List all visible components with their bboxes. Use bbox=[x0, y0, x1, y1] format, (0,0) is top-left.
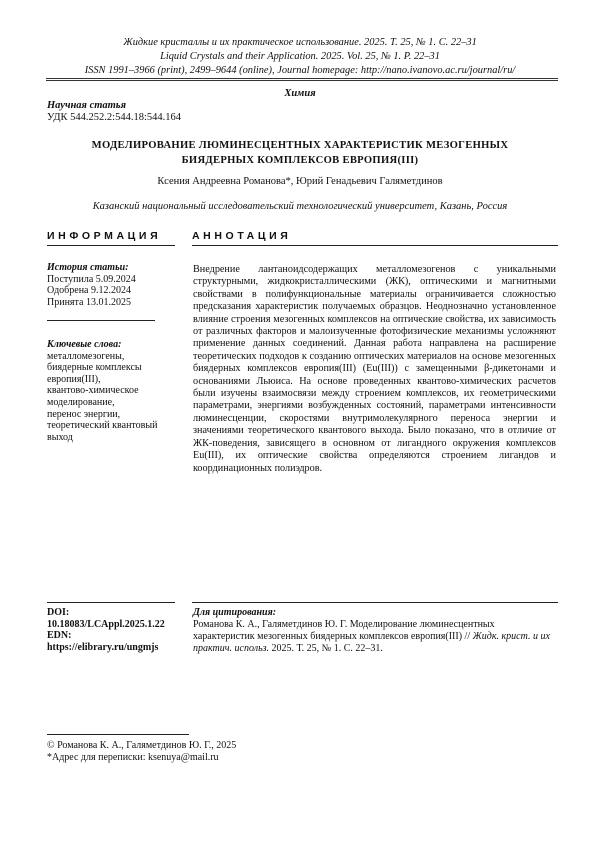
keyword-line: биядерные комплексы bbox=[47, 362, 142, 374]
copyright: © Романова К. А., Галяметдинов Ю. Г., 2025 bbox=[47, 740, 237, 751]
header-divider bbox=[46, 78, 558, 81]
keywords-label: Ключевые слова: bbox=[47, 339, 122, 350]
cite-tail: 2025. Т. 25, № 1. С. 22–31. bbox=[271, 643, 383, 654]
header-line-3: ISSN 1991–3966 (print), 2499–9644 (online), Journal homepage: http://nano.ivanovo.ac.ru/journal/ru/ bbox=[84, 65, 516, 76]
abstract-text: Внедрение лантаноидсодержащих металломезогенов с уникальными структурными, жидкокристаллическими (ЖК), оптическими и магнитными свойствами в полифункциональные материалы ограничивается сложностью предсказания характеристик получаемых образцов. Неоднозначно установленное влияние строения мезогенных комплексов на оптические свойства, их зависимость от различных факторов и малоизученные фотофизические механизмы усложняют применение данных соединений. Данная работа направлена на расширение теоретических подходов к созданию оптических материалов на основе мезогенных биядерных комплексов европия(III) (Eu(III)) с замещенными β-дикетонами и основаниями Льюиса. На основе проведенных квантово-химических расчетов были изучены взаимосвязи между строением комплексов, их геометрическими параметрами, энергиями возбужденных состояний, параметрами интенсивности люминесценции, скоростями внутримолекулярного переноса энергии и значениями теоретического квантового выхода. Было показано, что в отличие от ЖК-поведения, зависящего в основном от лигандного окружения комплексов Eu(III), их оптические свойства определяются строением лигандов и координационных полиэдров. bbox=[193, 264, 556, 474]
history-label: История статьи: bbox=[47, 262, 129, 273]
udk-code: УДК 544.252.2:544.18:544.164 bbox=[47, 112, 181, 123]
cite-journal: Жидк. крист. и их практич. использ. bbox=[193, 631, 550, 654]
doi-value[interactable]: 10.18083/LCAppl.2025.1.22 bbox=[47, 618, 165, 630]
keyword-line: выход bbox=[47, 431, 73, 443]
title-line-2: БИЯДЕРНЫХ КОМПЛЕКСОВ ЕВРОПИЯ(III) bbox=[181, 155, 419, 166]
journal-header bbox=[40, 36, 560, 78]
info-rule bbox=[47, 245, 175, 246]
footnote-rule bbox=[47, 734, 189, 735]
cite-rule bbox=[192, 602, 558, 603]
abstract-rule bbox=[192, 245, 558, 246]
cite-text: Романова К. А., Галяметдинов Ю. Г. Моделирование люминесцентных характеристик мезогенных биядерных комплексов европия(III) // bbox=[193, 619, 495, 642]
article-title bbox=[70, 138, 530, 168]
article-type: Научная статья bbox=[47, 100, 127, 111]
edn-link[interactable]: https://elibrary.ru/ungmjs bbox=[47, 641, 159, 653]
keyword-line: теоретический квантовый bbox=[47, 420, 158, 432]
section-name: Химия bbox=[284, 88, 316, 99]
keyword-line: моделирование, bbox=[47, 396, 115, 408]
citation-block bbox=[193, 607, 558, 655]
affiliation: Казанский национальный исследовательский технологический университет, Казань, Россия bbox=[92, 201, 508, 212]
info-heading: ИНФОРМАЦИЯ bbox=[47, 230, 162, 242]
footnotes bbox=[47, 740, 236, 765]
keyword-line: металломезогены, bbox=[47, 350, 125, 362]
history-accepted: Принята 13.01.2025 bbox=[47, 296, 131, 308]
doi-block bbox=[47, 607, 177, 653]
keyword-line: европия(III), bbox=[47, 373, 101, 385]
history-received: Поступила 5.09.2024 bbox=[47, 273, 136, 285]
history-approved: Одобрена 9.12.2024 bbox=[47, 285, 131, 297]
cite-label: Для цитирования: bbox=[193, 607, 277, 618]
contact-address: *Адрес для переписки: ksenuya@mail.ru bbox=[47, 752, 219, 764]
keyword-line: квантово-химическое bbox=[47, 385, 139, 397]
authors: Ксения Андреевна Романова*, Юрий Генадьевич Галяметдинов bbox=[157, 176, 443, 187]
keyword-line: перенос энергии, bbox=[47, 408, 121, 420]
article-history bbox=[47, 262, 177, 308]
title-line-1: МОДЕЛИРОВАНИЕ ЛЮМИНЕСЦЕНТНЫХ ХАРАКТЕРИСТИК МЕЗОГЕННЫХ bbox=[91, 140, 509, 151]
doi-label: DOI: bbox=[47, 607, 70, 618]
abstract-heading: АННОТАЦИЯ bbox=[192, 230, 292, 242]
doi-rule bbox=[47, 602, 175, 603]
header-line-1: Жидкие кристаллы и их практическое использование. 2025. Т. 25, № 1. С. 22–31 bbox=[123, 37, 477, 48]
cite-body bbox=[193, 619, 558, 655]
keywords bbox=[47, 339, 172, 443]
edn-label: EDN: bbox=[47, 630, 72, 642]
history-rule bbox=[47, 320, 155, 321]
header-line-2: Liquid Crystals and their Application. 2025. Vol. 25, № 1. P. 22–31 bbox=[160, 51, 440, 62]
